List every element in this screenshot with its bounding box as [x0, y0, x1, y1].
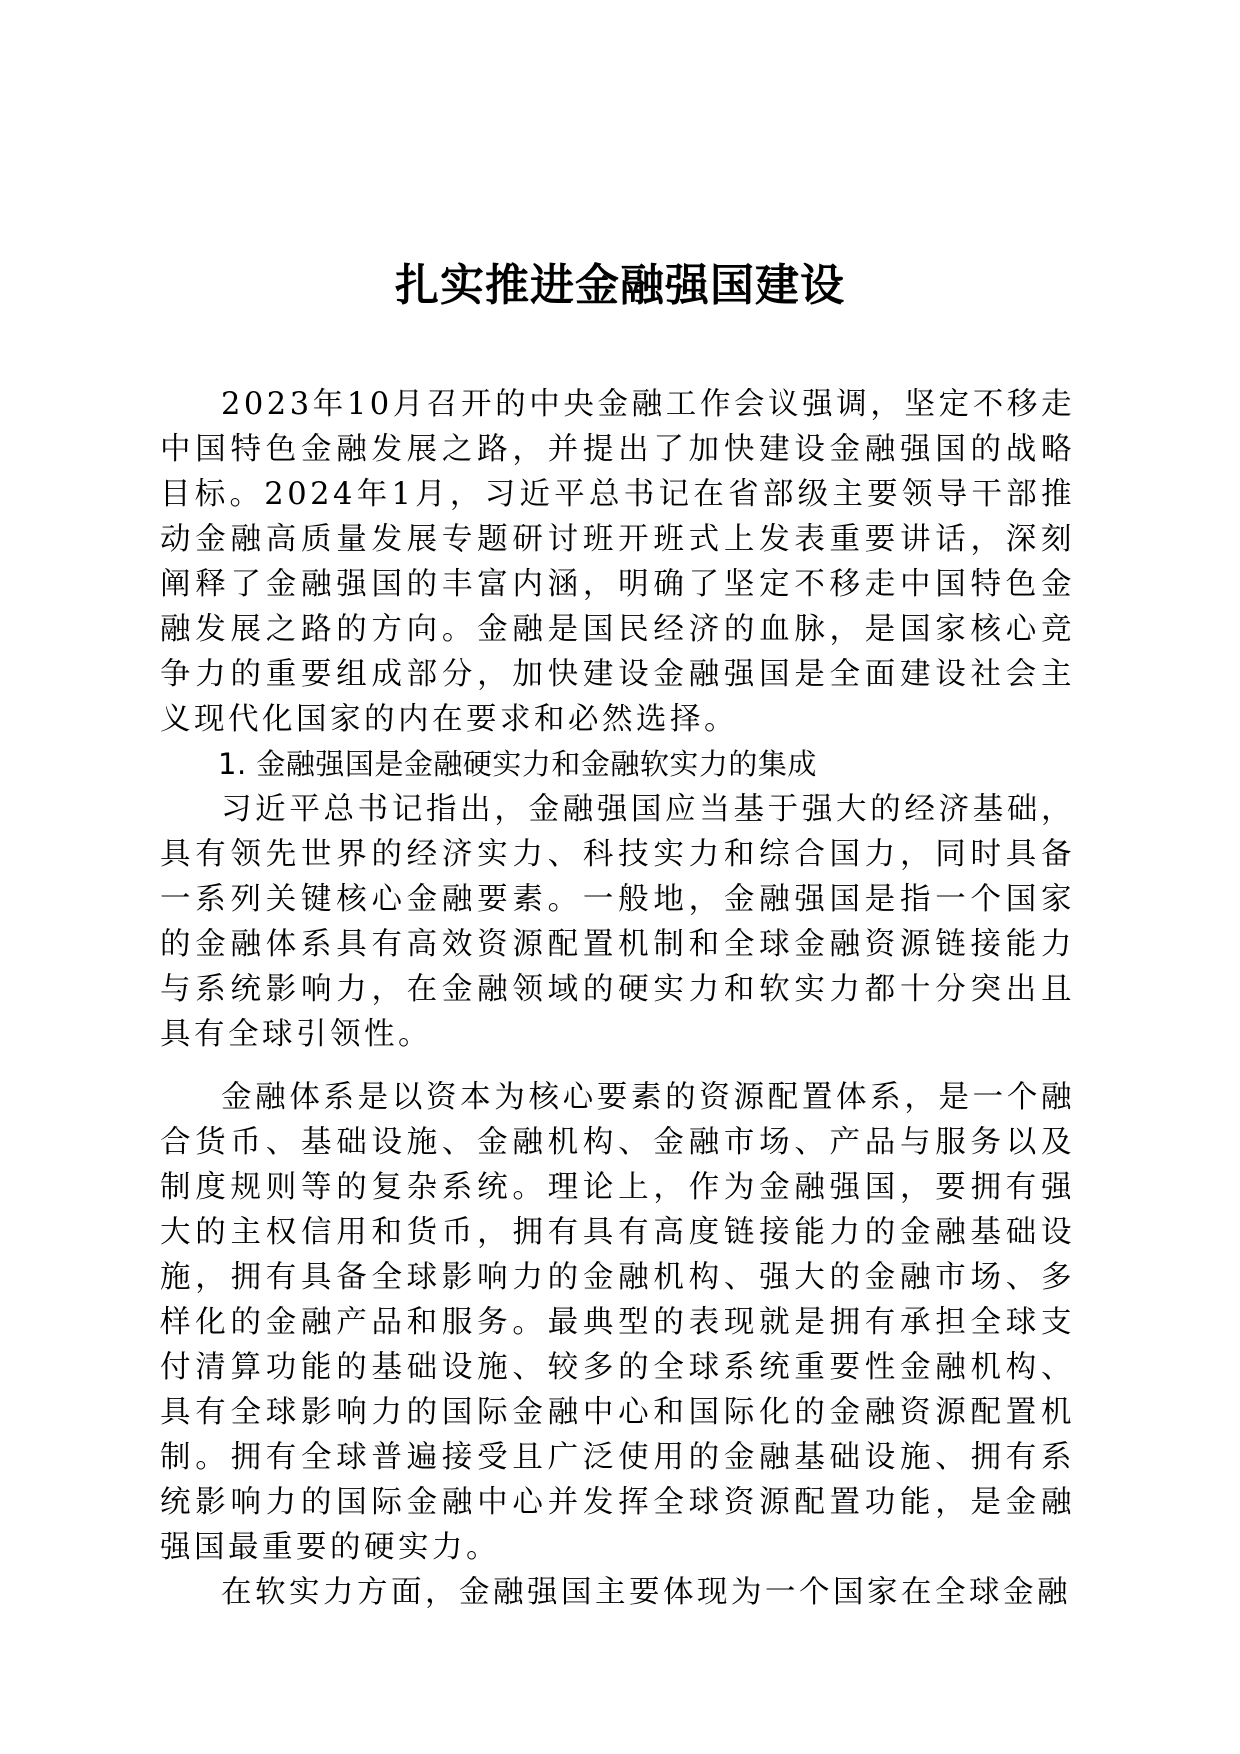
- paragraph-soft-power: 在软实力方面，金融强国主要体现为一个国家在全球金融: [221, 1575, 1071, 1610]
- document-body: [160, 382, 1075, 1615]
- document-title: 扎实推进金融强国建设: [395, 260, 845, 311]
- paragraph-spacer: [160, 1057, 1075, 1075]
- section-heading: 1. 金融强国是金融硬实力和金融软实力的集成: [218, 747, 817, 781]
- paragraph-hard-power: 金融体系是以资本为核心要素的资源配置体系，是一个融合货币、基础设施、金融机构、金融市场、产品与服务以及制度规则等的复杂系统。理论上，作为金融强国，要拥有强大的主权信用和货币，拥有具有高度链接能力的金融基础设施，拥有具备全球影响力的金融机构、强大的金融市场、多样化的金融产品和服务。最典型的表现就是拥有承担全球支付清算功能的基础设施、较多的全球系统重要性金融机构、具有全球影响力的国际金融中心和国际化的金融资源配置机制。拥有全球普遍接受且广泛使用的金融基础设施、拥有系统影响力的国际金融中心并发挥全球资源配置功能，是金融强国最重要的硬实力。: [160, 1080, 1075, 1565]
- paragraph-definition: 习近平总书记指出，金融强国应当基于强大的经济基础，具有领先世界的经济实力、科技实力和综合国力，同时具备一系列关键核心金融要素。一般地，金融强国是指一个国家的金融体系具有高效资源配置机制和全球金融资源链接能力与系统影响力，在金融领域的硬实力和软实力都十分突出且具有全球引领性。: [160, 792, 1075, 1052]
- paragraph-intro: 2023年10月召开的中央金融工作会议强调，坚定不移走中国特色金融发展之路，并提出了加快建设金融强国的战略目标。2024年1月，习近平总书记在省部级主要领导干部推动金融高质量发展专题研讨班开班式上发表重要讲话，深刻阐释了金融强国的丰富内涵，明确了坚定不移走中国特色金融发展之路的方向。金融是国民经济的血脉，是国家核心竞争力的重要组成部分，加快建设金融强国是全面建设社会主义现代化国家的内在要求和必然选择。: [160, 387, 1075, 737]
